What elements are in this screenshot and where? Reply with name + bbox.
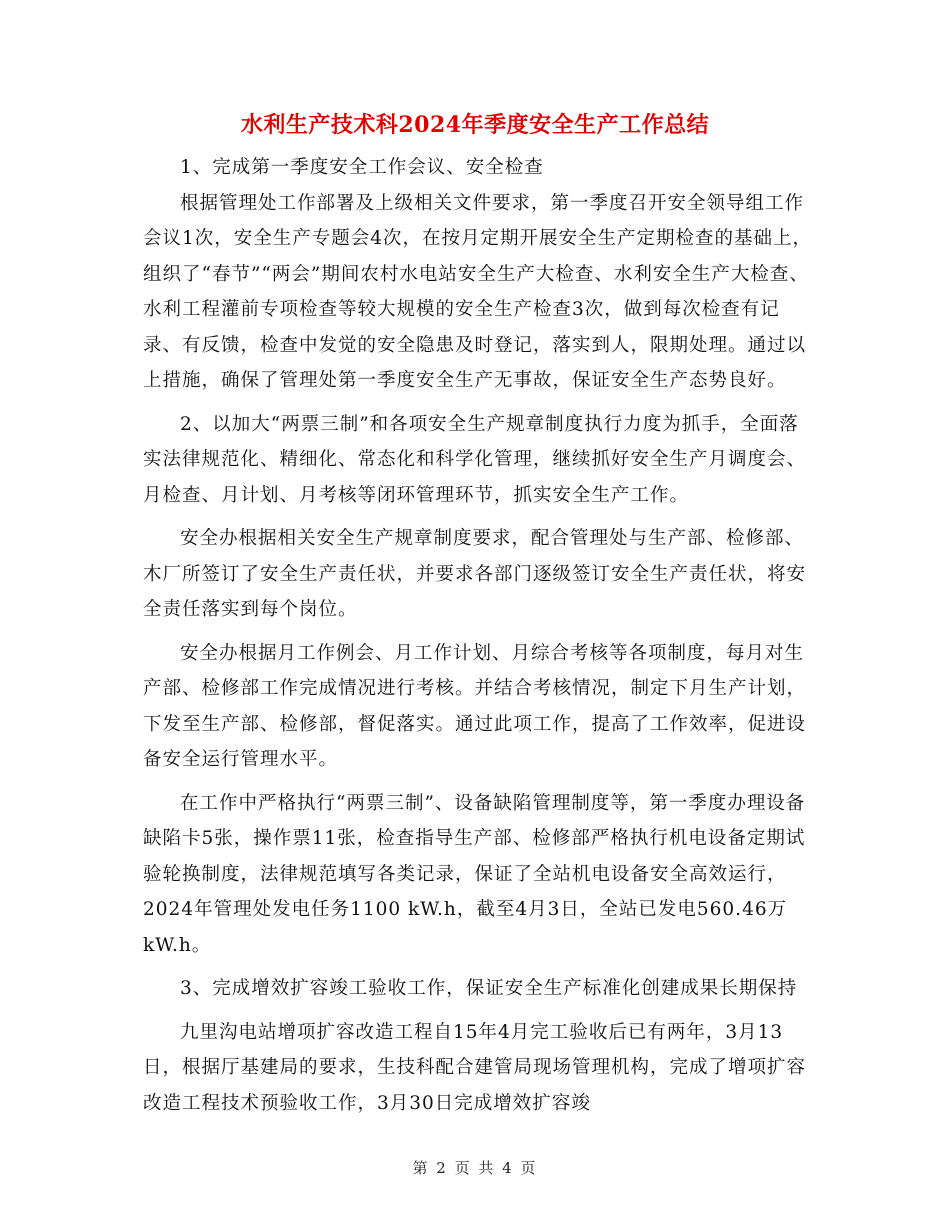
paragraph-2: 根据管理处工作部署及上级相关文件要求，第一季度召开安全领导组工作会议1次，安全生产专题会4次，在按月定期开展安全生产定期检查的基础上，组织了“春节”“两会”期间农村水电站安全生产大检查、水利安全生产大检查、水利工程灌前专项检查等较大规模的安全生产检查3次，做到每次检查有记录、有反馈，检查中发觉的安全隐患及时登记，落实到人，限期处理。通过以上措施，确保了管理处第一季度安全生产无事故，保证安全生产态势良好。	[143, 192, 813, 391]
paragraph-1: 1、完成第一季度安全工作会议、安全检查	[180, 157, 544, 178]
paragraph-3: 2、以加大“两票三制”和各项安全生产规章制度执行力度为抓手，全面落实法律规范化、精细化、常态化和科学化管理，继续抓好安全生产月调度会、月检查、月计划、月考核等闭环管理环节，抓实安全生产工作。	[143, 413, 807, 506]
document-title: 水利生产技术科2024年季度安全生产工作总结	[240, 112, 710, 138]
paragraph-8: 九里沟电站增项扩容改造工程自15年4月完工验收后已有两年，3月13日，根据厅基建局的要求，生技科配合建管局现场管理机构，完成了增项扩容改造工程技术预验收工作，3月30日完成增效扩容竣	[143, 1021, 807, 1114]
paragraph-7: 3、完成增效扩容竣工验收工作，保证安全生产标准化创建成果长期保持	[180, 978, 798, 999]
paragraph-5: 安全办根据月工作例会、月工作计划、月综合考核等各项制度，每月对生产部、检修部工作完成情况进行考核。并结合考核情况，制定下月生产计划，下发至生产部、检修部，督促落实。通过此项工作，提高了工作效率，促进设备安全运行管理水平。	[143, 642, 807, 770]
document-body	[143, 150, 815, 1121]
paragraph-6: 在工作中严格执行“两票三制”、设备缺陷管理制度等，第一季度办理设备缺陷卡5张，操作票11张，检查指导生产部、检修部严格执行机电设备定期试验轮换制度，法律规范填写各类记录，保证了全站机电设备安全高效运行，2024年管理处发电任务1100 kW.h，截至4月3日，全站已发电560.46万kW.h。	[143, 792, 806, 956]
page-footer: 第 2 页 共 4 页	[412, 1159, 538, 1177]
paragraph-4: 安全办根据相关安全生产规章制度要求，配合管理处与生产部、检修部、木厂所签订了安全生产责任状，并要求各部门逐级签订安全生产责任状，将安全责任落实到每个岗位。	[143, 528, 807, 620]
